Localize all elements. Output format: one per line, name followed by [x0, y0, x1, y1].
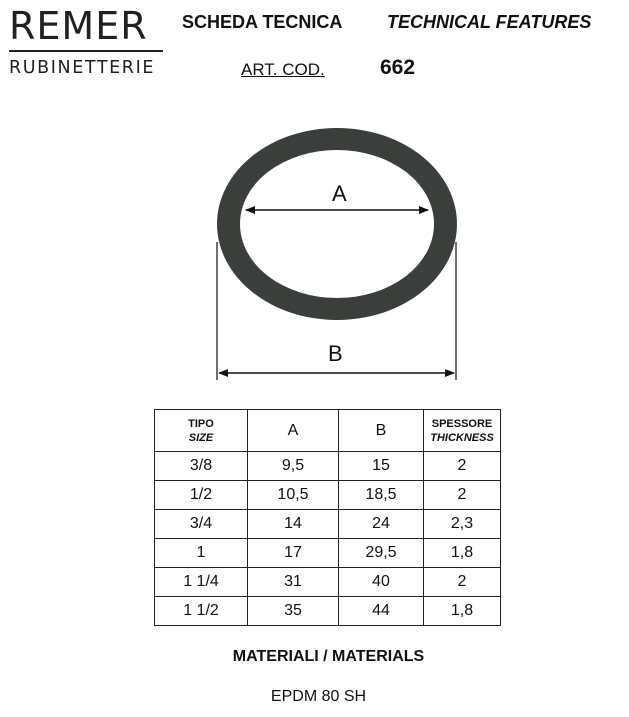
- cell-thickness: 1,8: [424, 597, 501, 626]
- cell-thickness: 2: [424, 452, 501, 481]
- header-thickness-en: THICKNESS: [430, 431, 494, 444]
- cell-size: 1: [155, 539, 248, 568]
- cell-thickness: 2,3: [424, 510, 501, 539]
- table-row: [155, 452, 501, 481]
- brand-logo: REMER: [9, 4, 148, 48]
- cell-size: 3/8: [155, 452, 248, 481]
- cell-b: 44: [339, 597, 424, 626]
- article-code-value: 662: [380, 56, 416, 79]
- cell-b: 29,5: [339, 539, 424, 568]
- brand-subtitle: RUBINETTERIE: [9, 58, 155, 78]
- table-row: [155, 481, 501, 510]
- header-a: A: [248, 410, 339, 452]
- cell-thickness: 2: [424, 568, 501, 597]
- cell-b: 40: [339, 568, 424, 597]
- cell-b: 18,5: [339, 481, 424, 510]
- gasket-ring: [217, 128, 457, 320]
- header-b: B: [339, 410, 424, 452]
- cell-a: 14: [248, 510, 339, 539]
- cell-a: 9,5: [248, 452, 339, 481]
- title-italian: SCHEDA TECNICA: [182, 12, 343, 32]
- dimension-a-label: A: [332, 181, 347, 206]
- header-size: [155, 410, 248, 452]
- cell-size: 3/4: [155, 510, 248, 539]
- cell-b: 24: [339, 510, 424, 539]
- cell-a: 17: [248, 539, 339, 568]
- cell-b: 15: [339, 452, 424, 481]
- spec-table: [154, 409, 501, 626]
- dimension-b-label: B: [328, 341, 343, 366]
- cell-size: 1 1/4: [155, 568, 248, 597]
- header-size-it: TIPO: [188, 417, 214, 430]
- cell-a: 35: [248, 597, 339, 626]
- table-header-row: [155, 410, 501, 452]
- cell-thickness: 2: [424, 481, 501, 510]
- header-size-en: SIZE: [188, 431, 214, 444]
- title-english: TECHNICAL FEATURES: [387, 12, 592, 32]
- cell-a: 10,5: [248, 481, 339, 510]
- cell-size: 1/2: [155, 481, 248, 510]
- table-row: [155, 510, 501, 539]
- cell-size: 1 1/2: [155, 597, 248, 626]
- cell-a: 31: [248, 568, 339, 597]
- table-row: [155, 539, 501, 568]
- article-code-label: ART. COD.: [241, 60, 325, 79]
- header-thickness-it: SPESSORE: [431, 417, 493, 430]
- materials-heading: MATERIALI / MATERIALS: [232, 648, 425, 665]
- table-row: [155, 568, 501, 597]
- materials-value: EPDM 80 SH: [270, 688, 367, 705]
- table-row: [155, 597, 501, 626]
- header-thickness: [424, 410, 501, 452]
- cell-thickness: 1,8: [424, 539, 501, 568]
